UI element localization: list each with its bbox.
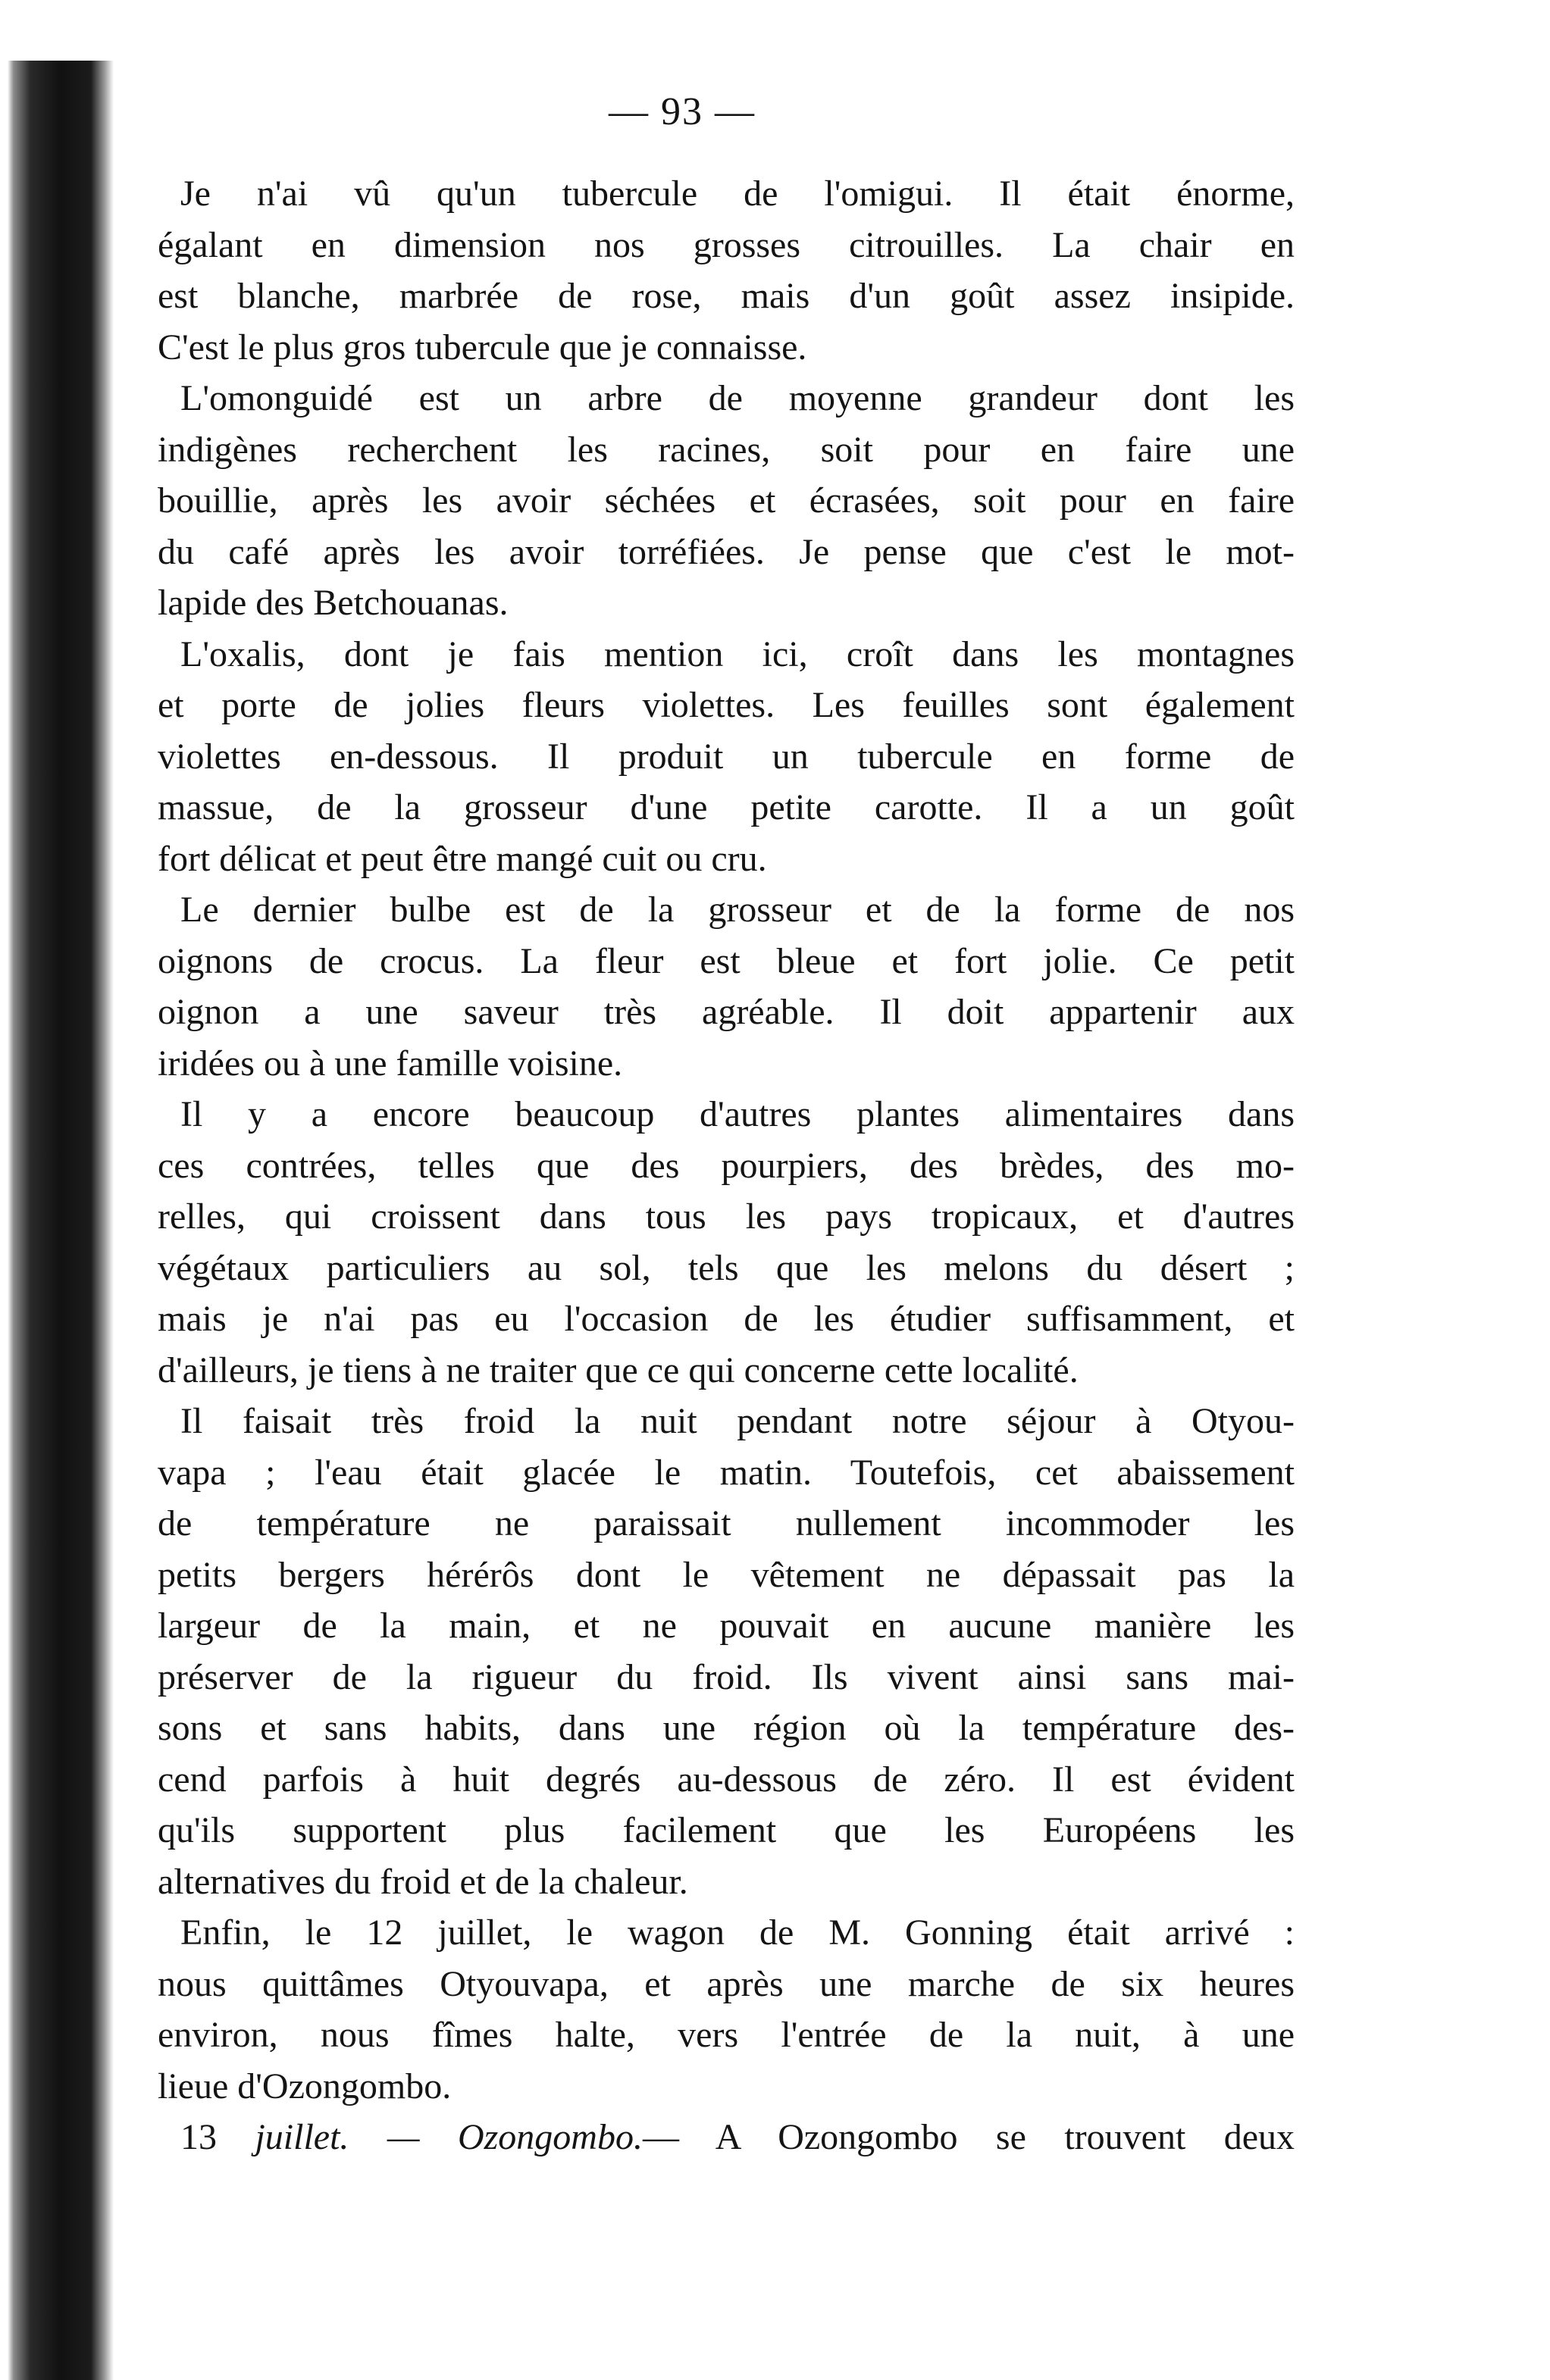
text-line: Il faisait très froid la nuit pendant notre séjour à Otyou-: [180, 1401, 1295, 1441]
final-line-date: 13: [180, 2117, 255, 2157]
text-line: indigènes recherchent les racines, soit pour en faire une: [158, 429, 1295, 470]
text-line: fort délicat et peut être mangé cuit ou cru.: [158, 838, 767, 879]
text-line: du café après les avoir torréfiées. Je pense que c'est le mot-: [158, 531, 1295, 572]
text-line: largeur de la main, et ne pouvait en aucune manière les: [158, 1606, 1295, 1646]
text-line: d'ailleurs, je tiens à ne traiter que ce qui concerne cette localité.: [158, 1350, 1079, 1390]
text-line: lapide des Betchouanas.: [158, 583, 509, 623]
text-line: petits bergers hérérôs dont le vêtement ne dépassait pas la: [158, 1554, 1295, 1595]
body-text: [158, 168, 1295, 2163]
text-line: Il y a encore beaucoup d'autres plantes alimentaires dans: [180, 1094, 1295, 1134]
text-line: Enfin, le 12 juillet, le wagon de M. Gonning était arrivé :: [180, 1912, 1295, 1953]
text-line: végétaux particuliers au sol, tels que les melons du désert ;: [158, 1247, 1295, 1288]
text-line: alternatives du froid et de la chaleur.: [158, 1861, 688, 1902]
final-line-text: — A Ozongombo se trouvent deux: [642, 2117, 1295, 2157]
text-line: vapa ; l'eau était glacée le matin. Toutefois, cet abaissement: [158, 1452, 1295, 1493]
text-line: violettes en-dessous. Il produit un tubercule en forme de: [158, 736, 1295, 777]
text-line: qu'ils supportent plus facilement que les Européens les: [158, 1810, 1295, 1850]
text-line: Le dernier bulbe est de la grosseur et de la forme de nos: [180, 890, 1295, 930]
text-line: environ, nous fîmes halte, vers l'entrée de la nuit, à une: [158, 2015, 1295, 2055]
text-line: égalant en dimension nos grosses citrouilles. La chair en: [158, 224, 1295, 265]
text-line: sons et sans habits, dans une région où la température des-: [158, 1708, 1295, 1748]
page-number: — 93 —: [609, 90, 756, 133]
text-line: L'omonguidé est un arbre de moyenne grandeur dont les: [180, 378, 1295, 418]
text-line: oignons de crocus. La fleur est bleue et fort jolie. Ce petit: [158, 940, 1295, 981]
final-line-italic-heading: juillet. — Ozongombo.: [255, 2117, 643, 2157]
text-line: préserver de la rigueur du froid. Ils vivent ainsi sans mai-: [158, 1656, 1295, 1697]
text-line: Je n'ai vû qu'un tubercule de l'omigui. Il était énorme,: [180, 174, 1295, 214]
text-line: C'est le plus gros tubercule que je connaisse.: [158, 327, 807, 367]
text-line: L'oxalis, dont je fais mention ici, croît dans les montagnes: [180, 633, 1295, 674]
text-line: et porte de jolies fleurs violettes. Les feuilles sont également: [158, 685, 1295, 725]
text-line: massue, de la grosseur d'une petite carotte. Il a un goût: [158, 787, 1295, 827]
text-line: de température ne paraissait nullement incommoder les: [158, 1503, 1295, 1543]
text-line-final: [158, 2112, 1295, 2163]
text-line: lieue d'Ozongombo.: [158, 2066, 452, 2106]
text-line: iridées ou à une famille voisine.: [158, 1043, 623, 1084]
text-line: relles, qui croissent dans tous les pays tropicaux, et d'autres: [158, 1196, 1295, 1237]
text-line: oignon a une saveur très agréable. Il doit appartenir aux: [158, 992, 1295, 1032]
text-line: nous quittâmes Otyouvapa, et après une marche de six heures: [158, 1963, 1295, 2004]
text-line: mais je n'ai pas eu l'occasion de les étudier suffisamment, et: [158, 1299, 1295, 1339]
text-line: bouillie, après les avoir séchées et écrasées, soit pour en faire: [158, 480, 1295, 521]
text-line: cend parfois à huit degrés au-dessous de zéro. Il est évident: [158, 1759, 1295, 1800]
text-line: est blanche, marbrée de rose, mais d'un goût assez insipide.: [158, 276, 1295, 316]
book-binding-edge: [0, 61, 114, 2380]
text-line: ces contrées, telles que des pourpiers, des brèdes, des mo-: [158, 1145, 1295, 1186]
